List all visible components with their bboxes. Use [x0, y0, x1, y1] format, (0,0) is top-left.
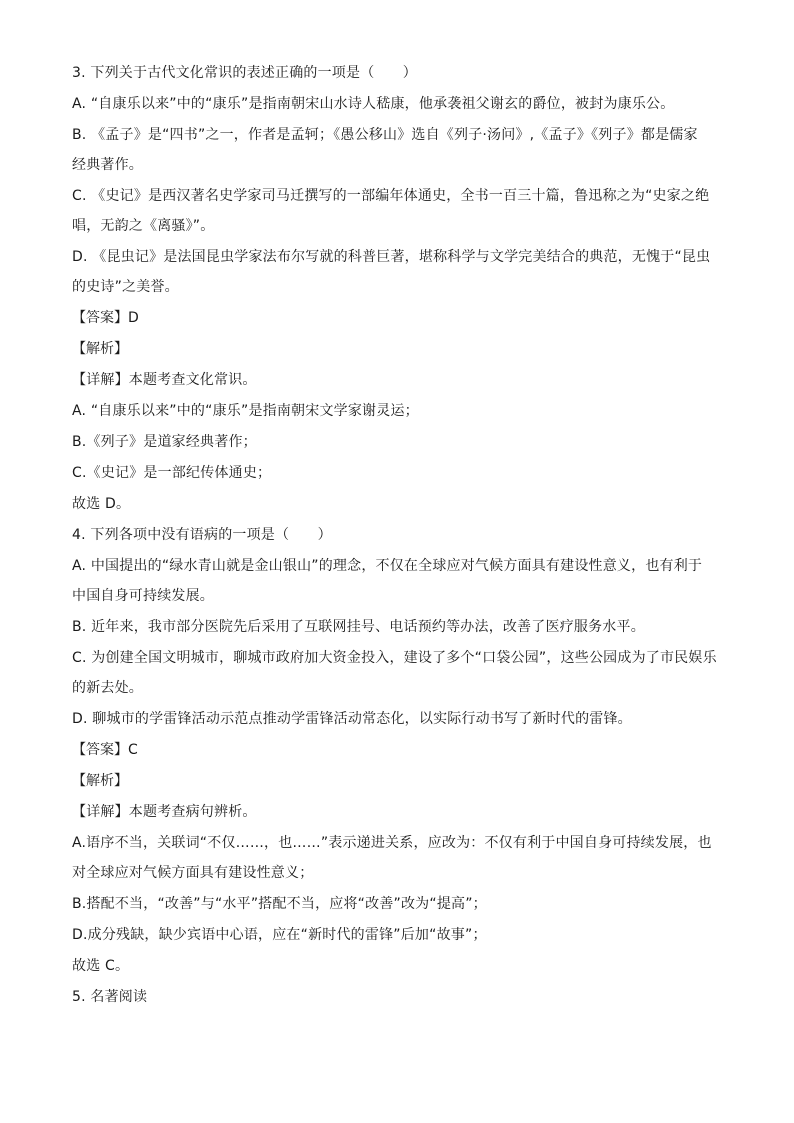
question-3-option-d-line-2: 的史诗”之美誉。	[72, 279, 179, 295]
question-3-stem: 3. 下列关于古代文化常识的表述正确的一项是（ ）	[72, 65, 418, 81]
question-3-answer: 【答案】D	[72, 310, 139, 326]
question-3-explanation-b: B.《列子》是道家经典著作；	[72, 434, 257, 450]
question-3-option-c-line-2: 唱，无韵之《离骚》”。	[72, 218, 215, 234]
question-3-option-a: A. “自康乐以来”中的“康乐”是指南朝宋山水诗人嵇康，他承袭祖父谢玄的爵位，被封为康乐公。	[72, 96, 675, 112]
question-4-detail: 【详解】本题考查病句辨析。	[72, 804, 257, 820]
document-body	[72, 63, 732, 1007]
question-3-option-b-line-2: 经典著作。	[72, 157, 143, 173]
question-4-explanation-a-line-2: 对全球应对气候方面具有建设性意义；	[72, 865, 314, 881]
question-4-explanation-a-line-1: A.语序不当，关联词“不仅……，也……”表示递进关系，应改为：不仅有利于中国自身可持续发展，也	[72, 835, 712, 851]
question-3-option-b-line-1: B. 《孟子》是“四书”之一，作者是孟轲；《愚公移山》选自《列子·汤问》,《孟子》《列子》都是儒家	[72, 127, 698, 143]
question-3-detail: 【详解】本题考查文化常识。	[72, 372, 257, 388]
question-3-option-d-line-1: D. 《昆虫记》是法国昆虫学家法布尔写就的科普巨著，堪称科学与文学完美结合的典范，无愧于“昆虫	[72, 249, 711, 265]
question-4-option-c-line-2: 的新去处。	[72, 680, 143, 696]
question-4-option-a-line-2: 中国自身可持续发展。	[72, 588, 214, 604]
question-3-explanation-c: C.《史记》是一部纪传体通史；	[72, 465, 272, 481]
question-5-stem: 5. 名著阅读	[72, 989, 148, 1005]
question-4-stem: 4. 下列各项中没有语病的一项是（ ）	[72, 527, 332, 543]
question-4-conclusion: 故选 C。	[72, 958, 130, 974]
question-3-conclusion: 故选 D。	[72, 496, 131, 512]
question-4-analysis-heading: 【解析】	[72, 773, 128, 789]
question-4-option-c-line-1: C. 为创建全国文明城市，聊城市政府加大资金投入，建设了多个“口袋公园”，这些公园成为了市民娱乐	[72, 650, 717, 666]
question-4-option-d: D. 聊城市的学雷锋活动示范点推动学雷锋活动常态化，以实际行动书写了新时代的雷锋。	[72, 711, 632, 727]
question-4-option-a-line-1: A. 中国提出的“绿水青山就是金山银山”的理念，不仅在全球应对气候方面具有建设性意义，也有利于	[72, 558, 703, 574]
question-3-explanation-a: A. “自康乐以来”中的“康乐”是指南朝宋文学家谢灵运；	[72, 403, 419, 419]
question-4-explanation-b: B.搭配不当，“改善”与“水平”搭配不当，应将“改善”改为“提高”；	[72, 896, 487, 912]
question-4-explanation-d: D.成分残缺，缺少宾语中心语，应在“新时代的雷锋”后加“故事”；	[72, 927, 487, 943]
question-3-analysis-heading: 【解析】	[72, 341, 128, 357]
question-4-option-b: B. 近年来，我市部分医院先后采用了互联网挂号、电话预约等办法，改善了医疗服务水平。	[72, 619, 645, 635]
question-4-answer: 【答案】C	[72, 742, 138, 758]
question-3-option-c-line-1: C. 《史记》是西汉著名史学家司马迁撰写的一部编年体通史，全书一百三十篇，鲁迅称之为“史家之绝	[72, 188, 710, 204]
